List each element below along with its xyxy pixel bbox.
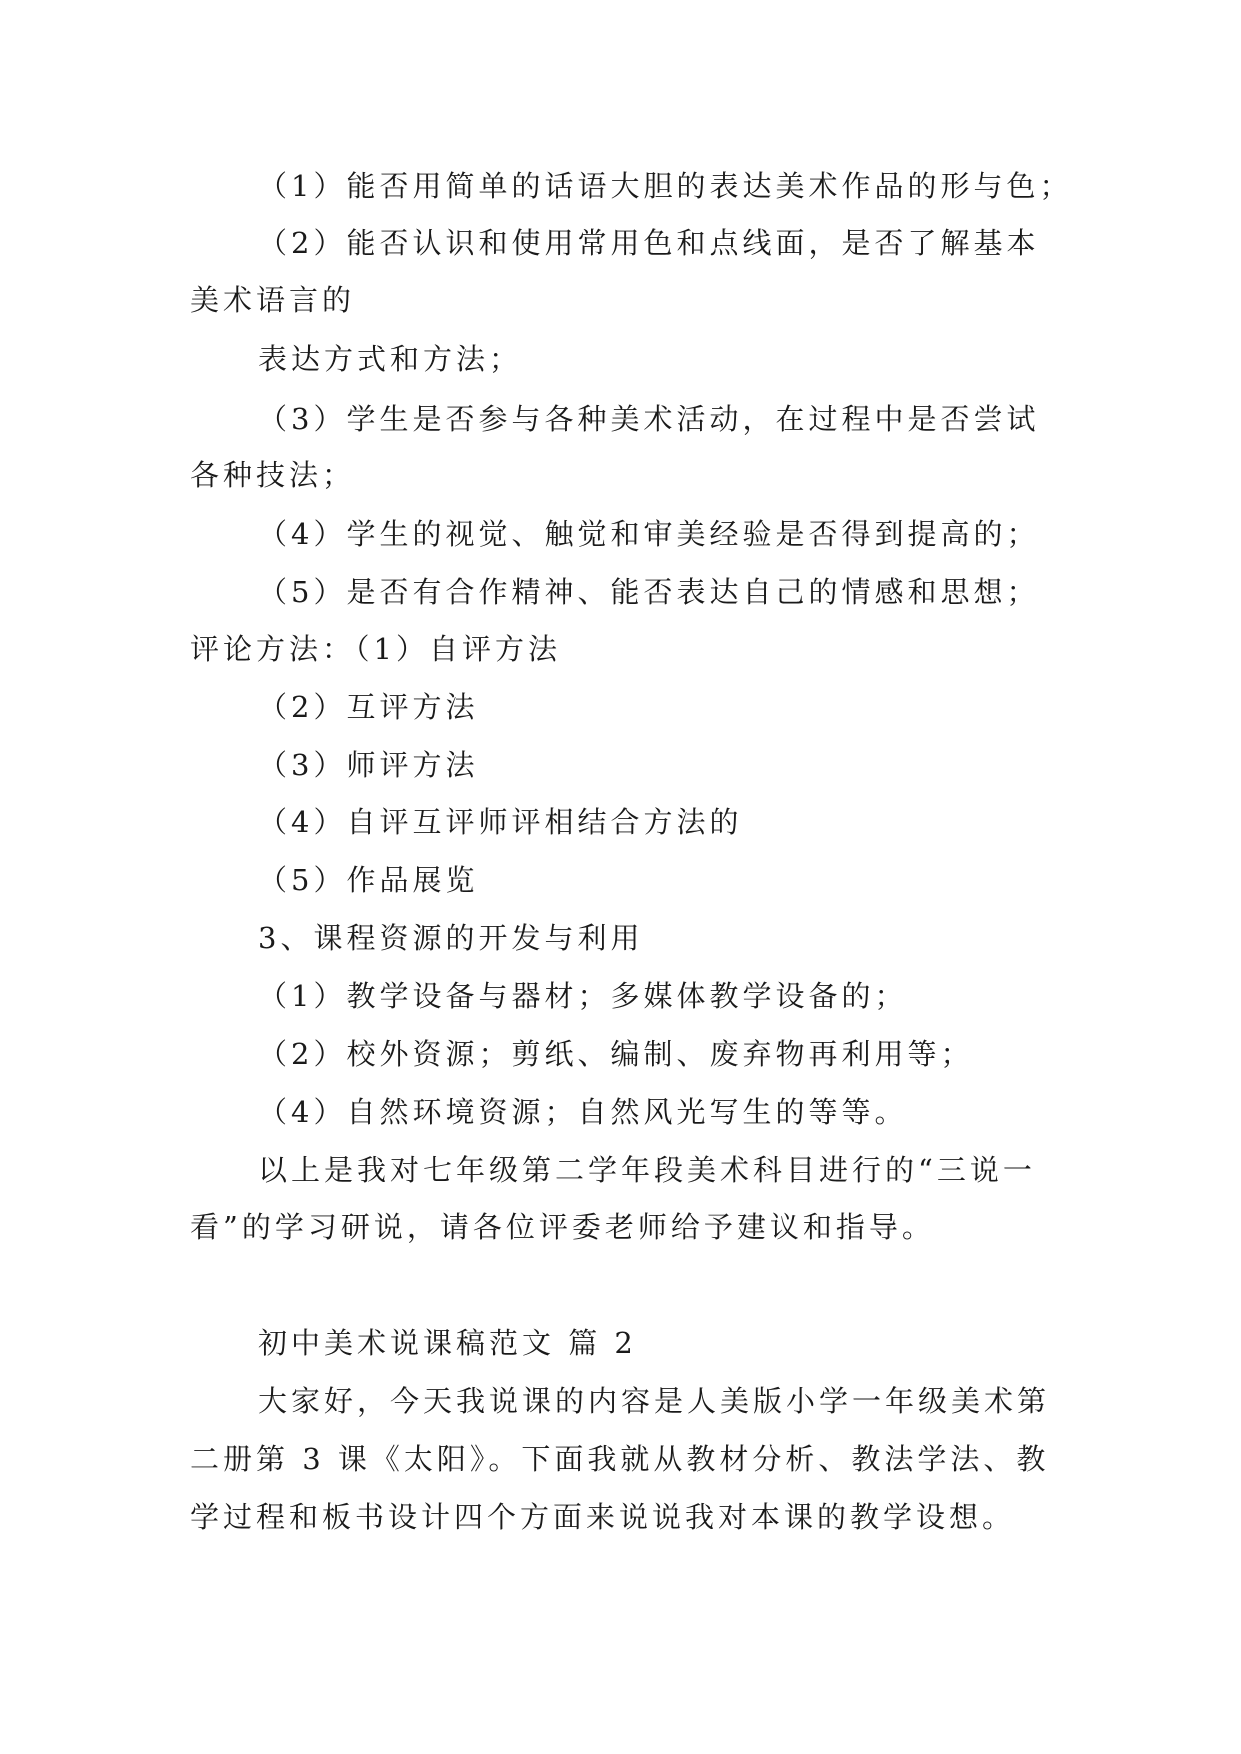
paragraph-line: （5）是否有合作精神、能否表达自己的情感和思想； bbox=[258, 575, 1040, 609]
paragraph-line: 二册第 3 课《太阳》。下面我就从教材分析、教法学法、教 bbox=[190, 1442, 1050, 1476]
paragraph-line: （4）自评互评师评相结合方法的 bbox=[258, 805, 743, 839]
paragraph-line: （1）教学设备与器材；多媒体教学设备的； bbox=[258, 979, 908, 1013]
paragraph-line: （5）作品展览 bbox=[258, 863, 479, 897]
paragraph-line: 表达方式和方法； bbox=[258, 342, 523, 376]
paragraph-line: （1）能否用简单的话语大胆的表达美术作品的形与色； bbox=[258, 169, 1073, 203]
paragraph-line: 学过程和板书设计四个方面来说说我对本课的教学设想。 bbox=[190, 1500, 1016, 1534]
paragraph-line: 美术语言的 bbox=[190, 283, 356, 317]
paragraph-line: 评论方法：（1）自评方法 bbox=[190, 632, 561, 666]
article-title: 初中美术说课稿范文 篇 2 bbox=[258, 1326, 637, 1360]
paragraph-line: （3）师评方法 bbox=[258, 748, 479, 782]
paragraph-line: （2）校外资源；剪纸、编制、废弃物再利用等； bbox=[258, 1037, 974, 1071]
paragraph-line: 以上是我对七年级第二学年段美术科目进行的“三说一 bbox=[258, 1153, 1036, 1187]
paragraph-line: 看”的学习研说，请各位评委老师给予建议和指导。 bbox=[190, 1210, 935, 1244]
section-heading: 3、课程资源的开发与利用 bbox=[258, 921, 644, 955]
paragraph-line: 各种技法； bbox=[190, 458, 356, 492]
paragraph-line: （3）学生是否参与各种美术活动，在过程中是否尝试 bbox=[258, 402, 1040, 436]
paragraph-line: （2）互评方法 bbox=[258, 690, 479, 724]
paragraph-line: （2）能否认识和使用常用色和点线面，是否了解基本 bbox=[258, 226, 1040, 260]
paragraph-line: （4）自然环境资源；自然风光写生的等等。 bbox=[258, 1095, 908, 1129]
paragraph-line: （4）学生的视觉、触觉和审美经验是否得到提高的； bbox=[258, 517, 1040, 551]
paragraph-line: 大家好，今天我说课的内容是人美版小学一年级美术第 bbox=[258, 1384, 1051, 1418]
